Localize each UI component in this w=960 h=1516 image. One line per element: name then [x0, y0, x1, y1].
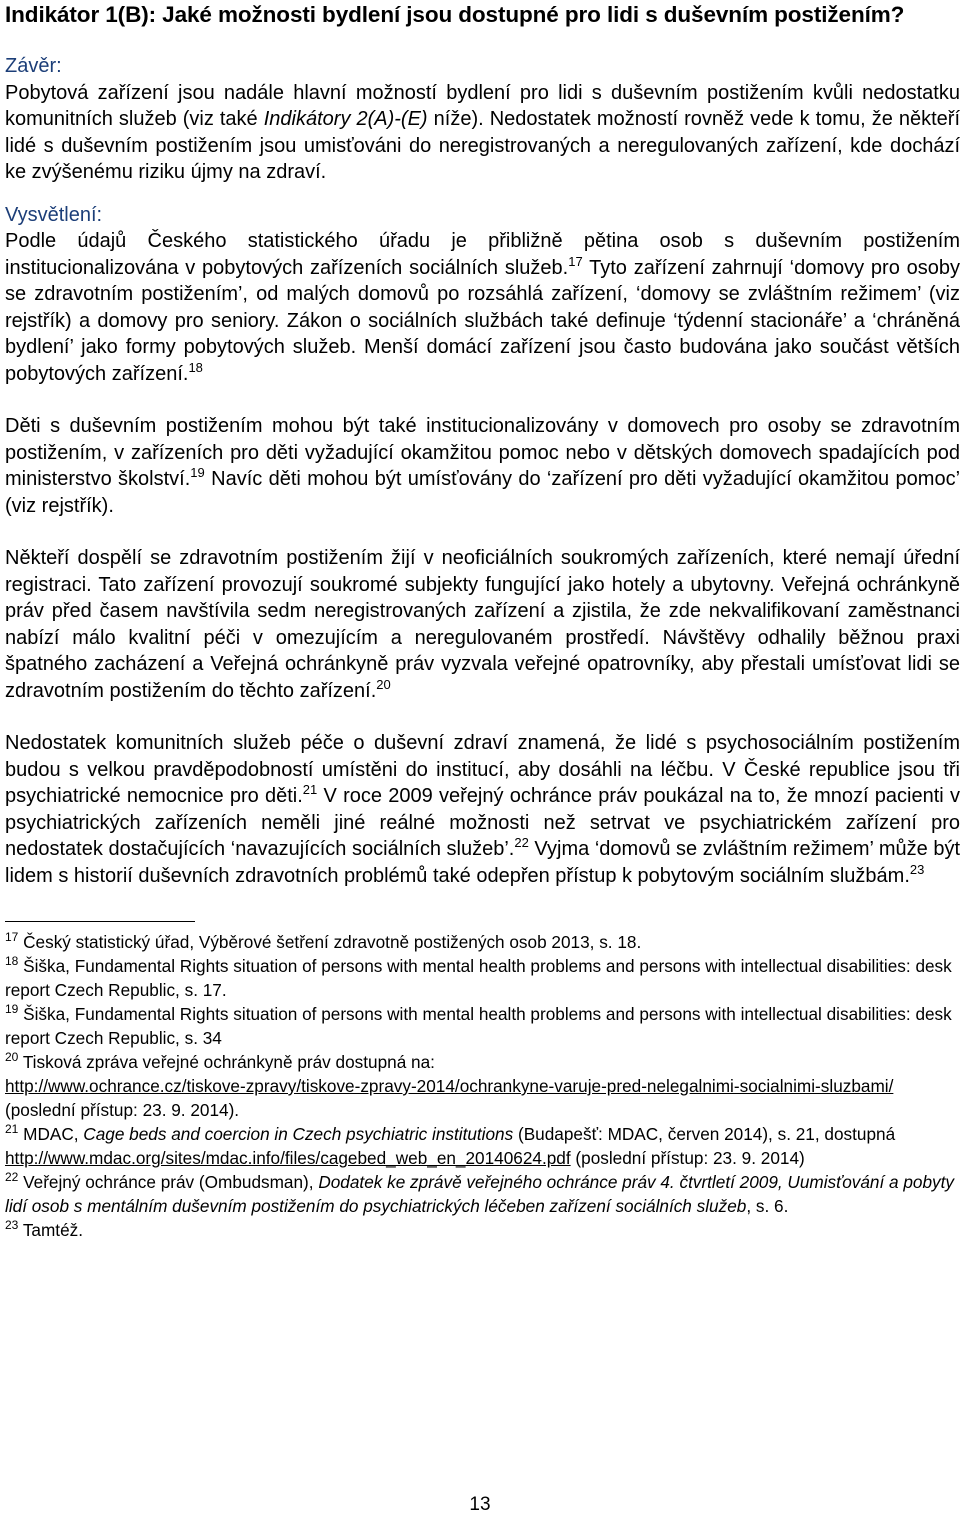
footnote-18: $^{18}$ Šiška, Fundamental Rights situation of persons with mental health problems and persons with intellectual disabilities: desk report Czech Republic, s. 17.: [5, 954, 952, 1000]
footnote-22: $^{22}$ Veřejný ochránce práv (Ombudsman), Dodatek ke zprávě veřejného ochránce práv 4. čtvrtletí 2009, Uumisťování a pobyty lidí osob s mentálním duševním postižením do psychiatrických léčeben zařízení sociálních služeb, s. 6.: [5, 1170, 955, 1216]
footnote-21: $^{21}$ MDAC, Cage beds and coercion in Czech psychiatric institutions (Budapešť: MDAC, červen 2014), s. 21, dostupná http://www.mdac.org/sites/mdac.info/files/cagebed_web_en_20140624.pdf (poslední přístup: 23. 9. 2014): [5, 1122, 896, 1168]
explanation-paragraph-4: Nedostatek komunitních služeb péče o duševní zdraví znamená, že lidé s psychosociálním postižením budou s velkou pravděpodobností umístěni do institucí, aby dosáhli na léčbu. V České republice jsou tři psychiatrické nemocnice pro děti.$^{21}$ V roce 2009 veřejný ochránce práv poukázal na to, že mnozí pacienti v psychiatrických zařízeních neměli jiné reálné možnosti než setrvat ve psychiatrickém zařízení pro nedostatek dostačujících ‘navazujících sociálních služeb’.$^{22}$ Vyjma ‘domovů se zvláštním režimem’ může být lidem s historií duševních zdravotních problémů také odepřen přístup k pobytovým sociálním službám.$^{23}$: [5, 732, 960, 887]
page-number: 13: [469, 1494, 491, 1515]
document-page: [5, 0, 960, 1242]
footnote-ref-23[interactable]: 23: [909, 861, 925, 877]
conclusion-label: Závěr:: [5, 55, 62, 77]
explanation-paragraph-3: Někteří dospělí se zdravotním postižením žijí v neoficiálních soukromých zařízeních, které nemají úřední registraci. Tato zařízení provozují soukromé subjekty fungující jako hotely a ubytovny. Veřejná ochránkyně práv před časem navštívila sedm neregistrovaných zařízení a zjistila, že zde nekvalifikovaní zaměstnanci nabízí málo kvalitní péči v omezujícím a neregulovaném prostředí. Návštěvy odhalily běžnou praxi špatného zacházení a Veřejná ochránkyně práv vyzvala veřejné opatrovníky, aby přestali umísťovat lidi se zdravotním postižením do těchto zařízení.$^{20}$: [5, 547, 960, 702]
page-title: Indikátor 1(B): Jaké možnosti bydlení jsou dostupné pro lidi s duševním postižením?: [5, 2, 905, 27]
footnote-20: $^{20}$ Tisková zpráva veřejné ochránkyně práv dostupná na: http://www.ochrance.cz/tiskove-zpravy/tiskove-zpravy-2014/ochrankyne-varuje-pred-nelegalnimi-socialnimi-sluzbami/ (poslední přístup: 23. 9. 2014).: [5, 1050, 894, 1120]
explanation-paragraph-2: Děti s duševním postižením mohou být také institucionalizovány v domovech pro osoby se zdravotním postižením, v zařízeních pro děti vyžadující okamžitou pomoc nebo v dětských domovech spadajících pod ministerstvo školství.$^{19}$ Navíc děti mohou být umísťovány do ‘zařízení pro děti vyžadující okamžitou pomoc’ (viz rejstřík).: [5, 415, 960, 517]
footnote-ref-19[interactable]: 19: [190, 465, 205, 480]
footnote-ref-20[interactable]: 20: [376, 676, 391, 692]
footnote-ref-18[interactable]: 18: [188, 359, 203, 375]
footnote-17: $^{17}$ Český statistický úřad, Výběrové šetření zdravotně postižených osob 2013, s. 18.: [5, 930, 642, 952]
indicator-reference: Indikátory 2(A)-(E): [263, 108, 428, 130]
footnote-ref-17[interactable]: 17: [568, 253, 583, 269]
ochrance-link[interactable]: http://www.ochrance.cz/tiskove-zpravy/tiskove-zpravy-2014/ochrankyne-varuje-pred-nelegalnimi-socialnimi-sluzbami/: [5, 1076, 894, 1096]
mdac-link[interactable]: http://www.mdac.org/sites/mdac.info/files/cagebed_web_en_20140624.pdf: [5, 1148, 571, 1168]
footnote-23: $^{23}$ Tamtéž.: [5, 1218, 83, 1240]
conclusion-section: [5, 53, 960, 186]
explanation-section: [5, 202, 960, 890]
explanation-paragraph-1: Podle údajů Českého statistického úřadu je přibližně pětina osob s duševním postižením institucionalizována v pobytových zařízeních sociálních služeb.$^{17}$ Tyto zařízení zahrnují ‘domovy pro osoby se zdravotním postižením’, od malých domovů po rozsáhlá zařízení, ‘domovy se zvláštním režimem’ (viz rejstřík) a domovy pro seniory. Zákon o sociálních službách také definuje ‘týdenní stacionáře’ a ‘chráněná bydlení’ jako formy pobytových služeb. Menší domácí zařízení jsou často budována jako součást větších pobytových zařízení.$^{18}$: [5, 230, 960, 385]
footnote-19: $^{19}$ Šiška, Fundamental Rights situation of persons with mental health problems and persons with intellectual disabilities: desk report Czech Republic, s. 34: [5, 1002, 952, 1048]
conclusion-text: Pobytová zařízení jsou nadále hlavní možností bydlení pro lidi s duševním postižením kvůli nedostatku komunitních služeb (viz také Indikátory 2(A)-(E) níže). Nedostatek možností rovněž vede k tomu, že někteří lidé s duševním postižením jsou umisťováni do neregistrovaných a neregulovaných zařízení, kde dochází ke zvýšenému riziku újmy na zdraví.: [5, 81, 960, 183]
footnote-ref-21[interactable]: 21: [302, 782, 318, 797]
explanation-label: Vysvětlení:: [5, 203, 103, 226]
footnotes: [5, 930, 960, 1242]
footnote-separator: [5, 921, 195, 922]
footnote-ref-22[interactable]: 22: [514, 835, 529, 850]
